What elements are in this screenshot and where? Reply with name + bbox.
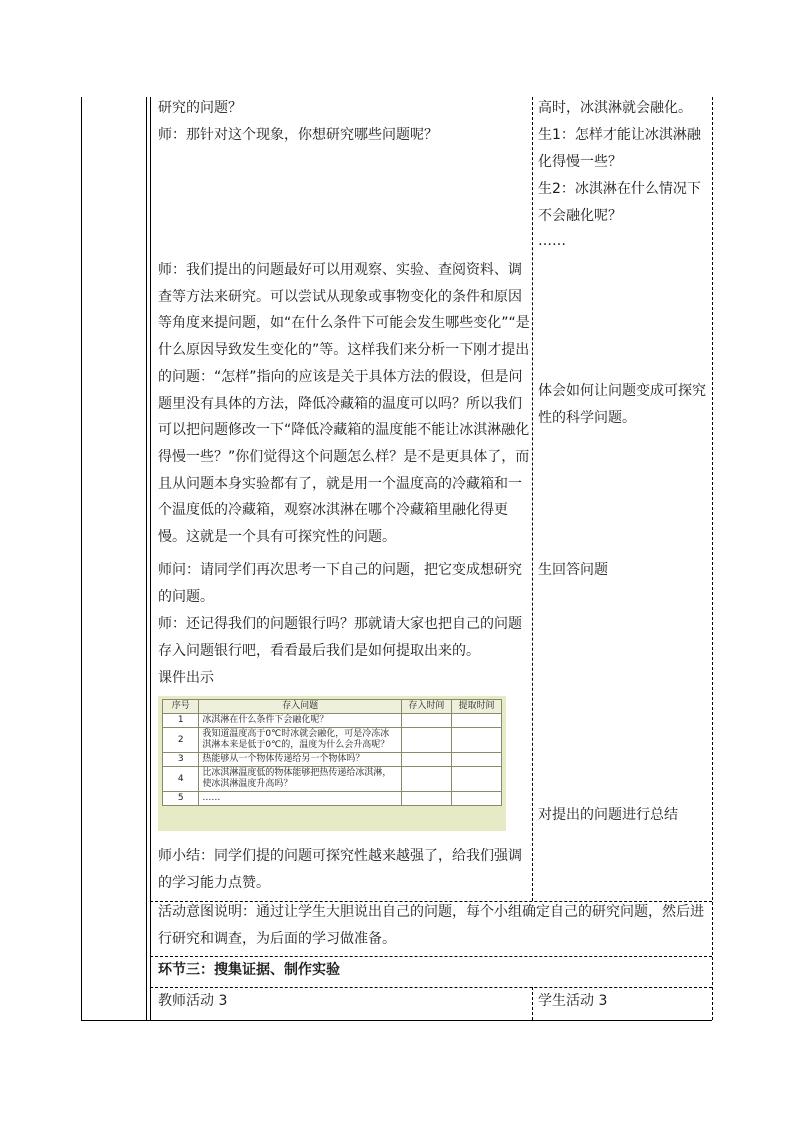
table-row — [163, 728, 502, 753]
row-deposit-time — [401, 767, 451, 792]
teacher-text-4: 师问：请同学们再次思考一下自己的问题，把它变成想研究的问题。 — [158, 562, 522, 605]
student-text-3: 生2：冰淇淋在什么情况下不会融化呢？ — [538, 181, 701, 224]
table-border-right — [712, 97, 713, 1020]
table-divider-upper — [532, 97, 533, 901]
row-num: 3 — [163, 753, 199, 767]
row-num: 2 — [163, 728, 199, 753]
row-num: 5 — [163, 792, 199, 806]
section-title: 环节三：搜集证据、制作实验 — [158, 962, 340, 978]
student-text-5: 体会如何让问题变成可探究性的科学问题。 — [538, 383, 706, 426]
row-question: 冰淇淋在什么条件下会融化呢？ — [199, 714, 401, 728]
question-bank-header-row — [163, 700, 502, 714]
row-question: …… — [199, 792, 401, 806]
table-border-col1-double — [150, 97, 151, 1020]
header-question: 存入问题 — [199, 700, 401, 714]
student-text-7: 对提出的问题进行总结 — [538, 807, 678, 823]
student-text-4: …… — [538, 233, 566, 249]
question-bank-figure — [158, 696, 506, 831]
table-border-left — [81, 97, 82, 1020]
teacher-activity-label: 教师活动 3 — [158, 993, 228, 1009]
table-row — [163, 714, 502, 728]
teacher-text-2: 师：那针对这个现象，你想研究哪些问题呢？ — [158, 127, 438, 143]
row-withdraw-time — [451, 767, 501, 792]
student-activity-label: 学生活动 3 — [538, 993, 608, 1009]
activity-intent: 活动意图说明：通过让学生大胆说出自己的问题，每个小组确定自己的研究问题，然后进行研究和调查，为后面的学习做准备。 — [158, 904, 704, 947]
row-withdraw-time — [451, 728, 501, 753]
row-withdraw-time — [451, 792, 501, 806]
header-withdraw-time: 提取时间 — [451, 700, 501, 714]
row-num: 4 — [163, 767, 199, 792]
teacher-text-5: 师：还记得我们的问题银行吗？那就请大家也把自己的问题存入问题银行吧，看看最后我们是如何提取出来的。 — [158, 616, 522, 659]
student-text-2: 生1：怎样才能让冰淇淋融化得慢一些？ — [538, 127, 701, 170]
row-deposit-time — [401, 714, 451, 728]
teacher-text-3: 师：我们提出的问题最好可以用观察、实验、查阅资料、调查等方法来研究。可以尝试从现象或事物变化的条件和原因等角度来提问题，如“在什么条件下可能会发生哪些变化”“是什么原因导致发生变化的”等。这样我们来分析一下刚才提出的问题：“怎样”指向的应该是关于具体方法的假设，但是问题里没有具体的方法，降低冷藏箱的温度可以吗？所以我们可以把问题修改一下“降低冷藏箱的温度能不能让冰淇淋融化得慢一些？”你们觉得这个问题怎么样？是不是更具体了，而且从问题本身实验都有了，就是用一个温度高的冷藏箱和一个温度低的冷藏箱，观察冰淇淋在哪个冷藏箱里融化得更慢。这就是一个具有可探究性的问题。 — [158, 262, 530, 546]
row-deposit-time — [401, 753, 451, 767]
table-border-col1 — [146, 97, 147, 1020]
teacher-text-1: 研究的问题？ — [158, 100, 242, 116]
row-num: 1 — [163, 714, 199, 728]
row-question: 我知道温度高于0℃时冰就会融化，可是冷冻冰淇淋本来是低于0℃的，温度为什么会升高呢？ — [199, 728, 401, 753]
row-question: 比冰淇淋温度低的物体能够把热传递给冰淇淋，使冰淇淋温度升高吗？ — [199, 767, 401, 792]
student-text-1: 高时，冰淇淋就会融化。 — [538, 100, 692, 116]
table-row — [163, 767, 502, 792]
row-withdraw-time — [451, 714, 501, 728]
row-deposit-time — [401, 792, 451, 806]
teacher-summary: 师小结：同学们提的问题可探究性越来越强了，给我们强调的学习能力点赞。 — [158, 848, 522, 891]
table-row — [163, 753, 502, 767]
table-border-bottom — [81, 1020, 712, 1021]
question-bank-table — [162, 699, 502, 806]
table-row — [163, 792, 502, 806]
header-deposit-time: 存入时间 — [401, 700, 451, 714]
row-question: 热能够从一个物体传递给另一个物体吗？ — [199, 753, 401, 767]
student-text-6: 生回答问题 — [538, 562, 608, 578]
row-deposit-time — [401, 728, 451, 753]
header-num: 序号 — [163, 700, 199, 714]
row-withdraw-time — [451, 753, 501, 767]
teacher-text-6: 课件出示 — [158, 670, 214, 686]
table-divider-lower — [532, 987, 533, 1020]
